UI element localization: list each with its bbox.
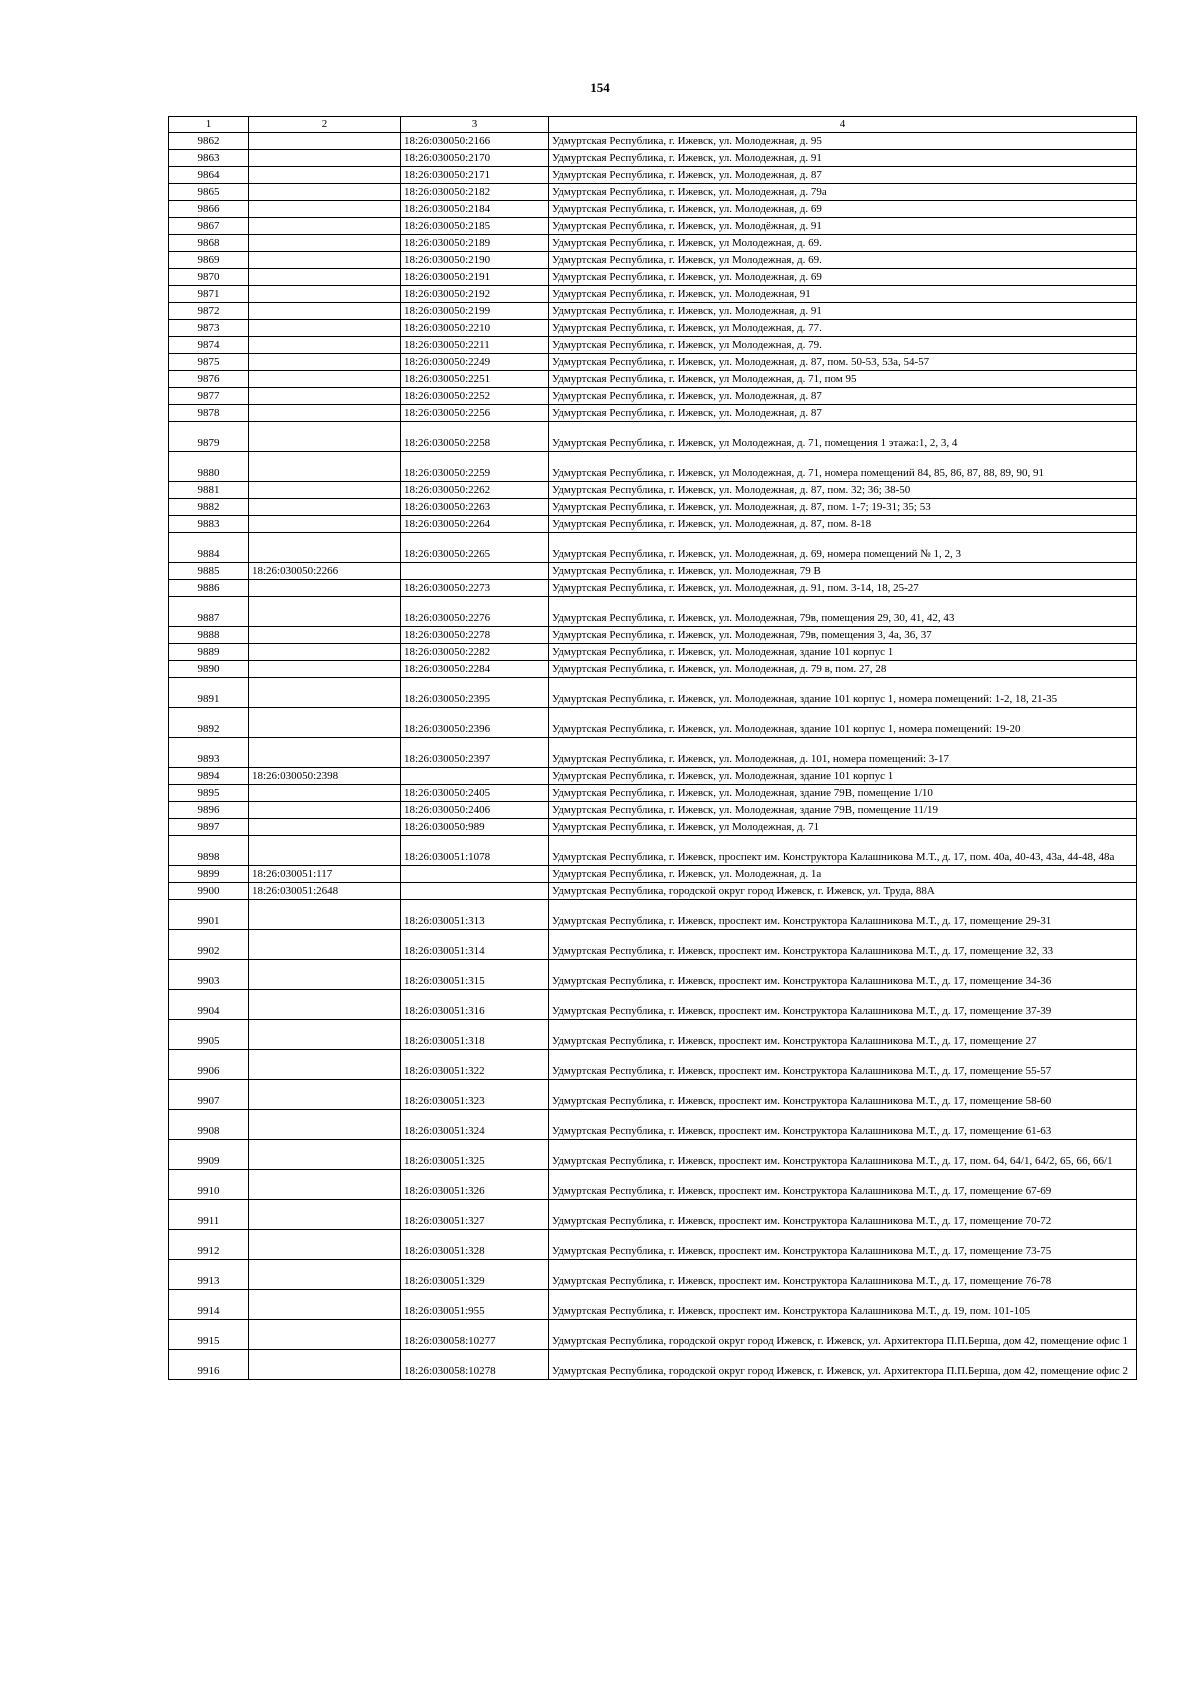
cadastral-number-cell-3: 18:26:030051:324 [401,1110,549,1140]
table-row [169,1050,1137,1080]
row-number-cell: 9904 [169,990,249,1020]
cadastral-number-cell-3: 18:26:030050:2252 [401,388,549,405]
address-cell: Удмуртская Республика, г. Ижевск, проспект им. Конструктора Калашникова М.Т., д. 17, помещение 55-57 [549,1050,1137,1080]
table-row [169,644,1137,661]
cadastral-number-cell-3: 18:26:030050:2265 [401,533,549,563]
address-cell: Удмуртская Республика, г. Ижевск, проспект им. Конструктора Калашникова М.Т., д. 17, помещение 27 [549,1020,1137,1050]
table-row [169,990,1137,1020]
table-row [169,269,1137,286]
table-row [169,303,1137,320]
table-row [169,1080,1137,1110]
table-row [169,580,1137,597]
row-number-cell: 9910 [169,1170,249,1200]
table-row [169,1290,1137,1320]
row-number-cell: 9863 [169,150,249,167]
row-number-cell: 9875 [169,354,249,371]
table-row [169,563,1137,580]
address-cell: Удмуртская Республика, г. Ижевск, ул. Молодежная, здание 101 корпус 1, номера помещений: 1-2, 18, 21-35 [549,678,1137,708]
row-number-cell: 9871 [169,286,249,303]
table-row [169,1260,1137,1290]
address-cell: Удмуртская Республика, г. Ижевск, ул. Молодежная, д. 87 [549,388,1137,405]
row-number-cell: 9911 [169,1200,249,1230]
cadastral-number-cell-3: 18:26:030050:2276 [401,597,549,627]
address-cell: Удмуртская Республика, г. Ижевск, ул. Молодежная, д. 87, пом. 32; 36; 38-50 [549,482,1137,499]
address-cell: Удмуртская Республика, г. Ижевск, ул Молодежная, д. 79. [549,337,1137,354]
table-row [169,499,1137,516]
address-cell: Удмуртская Республика, г. Ижевск, ул. Молодежная, д. 87, пом. 50-53, 53а, 54-57 [549,354,1137,371]
cadastral-number-cell-2 [249,337,401,354]
table-row [169,678,1137,708]
table-row [169,218,1137,235]
address-cell: Удмуртская Республика, г. Ижевск, ул. Молодежная, 91 [549,286,1137,303]
cadastral-number-cell-3: 18:26:030051:313 [401,900,549,930]
address-cell: Удмуртская Республика, г. Ижевск, ул. Молодежная, д. 95 [549,133,1137,150]
table-row [169,201,1137,218]
cadastral-number-cell-3: 18:26:030050:989 [401,819,549,836]
cadastral-number-cell-3: 18:26:030051:326 [401,1170,549,1200]
cadastral-number-cell-2 [249,1290,401,1320]
row-number-cell: 9908 [169,1110,249,1140]
cadastral-number-cell-3 [401,768,549,785]
table-row [169,482,1137,499]
row-number-cell: 9901 [169,900,249,930]
cadastral-number-cell-2 [249,990,401,1020]
address-cell: Удмуртская Республика, г. Ижевск, проспект им. Конструктора Калашникова М.Т., д. 17, помещение 29-31 [549,900,1137,930]
row-number-cell: 9906 [169,1050,249,1080]
cadastral-number-cell-2 [249,533,401,563]
header-col-3: 3 [401,117,549,133]
address-cell: Удмуртская Республика, г. Ижевск, проспект им. Конструктора Калашникова М.Т., д. 17, помещение 61-63 [549,1110,1137,1140]
cadastral-number-cell-2: 18:26:030051:117 [249,866,401,883]
row-number-cell: 9889 [169,644,249,661]
address-cell: Удмуртская Республика, г. Ижевск, ул. Молодежная, здание 79В, помещение 1/10 [549,785,1137,802]
cadastral-number-cell-3: 18:26:030050:2211 [401,337,549,354]
row-number-cell: 9898 [169,836,249,866]
table-row [169,627,1137,644]
address-cell: Удмуртская Республика, городской округ город Ижевск, г. Ижевск, ул. Архитектора П.П.Берша, дом 42, помещение офис 1 [549,1320,1137,1350]
cadastral-number-cell-3: 18:26:030050:2396 [401,708,549,738]
row-number-cell: 9862 [169,133,249,150]
row-number-cell: 9883 [169,516,249,533]
cadastral-number-cell-2 [249,1350,401,1380]
cadastral-number-cell-2: 18:26:030051:2648 [249,883,401,900]
address-cell: Удмуртская Республика, г. Ижевск, ул Молодежная, д. 71 [549,819,1137,836]
table-row [169,866,1137,883]
address-cell: Удмуртская Республика, г. Ижевск, ул Молодежная, д. 71, помещения 1 этажа:1, 2, 3, 4 [549,422,1137,452]
address-cell: Удмуртская Республика, г. Ижевск, ул. Молодежная, д. 87, пом. 8-18 [549,516,1137,533]
cadastral-number-cell-2 [249,802,401,819]
cadastral-number-cell-3: 18:26:030051:323 [401,1080,549,1110]
cadastral-number-cell-2 [249,320,401,337]
row-number-cell: 9896 [169,802,249,819]
cadastral-number-cell-3: 18:26:030050:2190 [401,252,549,269]
cadastral-number-cell-3: 18:26:030050:2397 [401,738,549,768]
cadastral-number-cell-3: 18:26:030050:2262 [401,482,549,499]
cadastral-number-cell-2 [249,201,401,218]
table-row [169,802,1137,819]
address-cell: Удмуртская Республика, г. Ижевск, проспект им. Конструктора Калашникова М.Т., д. 17, помещение 34-36 [549,960,1137,990]
table-body [169,133,1137,1380]
cadastral-number-cell-2 [249,422,401,452]
address-cell: Удмуртская Республика, г. Ижевск, ул Молодежная, д. 69. [549,235,1137,252]
cadastral-number-cell-2: 18:26:030050:2398 [249,768,401,785]
table-row [169,371,1137,388]
row-number-cell: 9909 [169,1140,249,1170]
row-number-cell: 9902 [169,930,249,960]
cadastral-number-cell-3: 18:26:030051:328 [401,1230,549,1260]
row-number-cell: 9865 [169,184,249,201]
row-number-cell: 9878 [169,405,249,422]
address-cell: Удмуртская Республика, г. Ижевск, ул. Молодежная, д. 101, номера помещений: 3-17 [549,738,1137,768]
cadastral-number-cell-2 [249,819,401,836]
registry-table [168,116,1137,1380]
table-row [169,1140,1137,1170]
table-row [169,1020,1137,1050]
row-number-cell: 9872 [169,303,249,320]
table-row [169,337,1137,354]
cadastral-number-cell-3: 18:26:030050:2273 [401,580,549,597]
cadastral-number-cell-3: 18:26:030051:322 [401,1050,549,1080]
cadastral-number-cell-3: 18:26:030050:2264 [401,516,549,533]
cadastral-number-cell-3: 18:26:030050:2171 [401,167,549,184]
cadastral-number-cell-3: 18:26:030050:2259 [401,452,549,482]
row-number-cell: 9903 [169,960,249,990]
table-row [169,533,1137,563]
table-row [169,836,1137,866]
address-cell: Удмуртская Республика, г. Ижевск, проспект им. Конструктора Калашникова М.Т., д. 17, помещение 32, 33 [549,930,1137,960]
row-number-cell: 9890 [169,661,249,678]
address-cell: Удмуртская Республика, г. Ижевск, ул. Молодежная, д. 69 [549,269,1137,286]
row-number-cell: 9876 [169,371,249,388]
table-row [169,422,1137,452]
table-row [169,1230,1137,1260]
table-row [169,252,1137,269]
cadastral-number-cell-2 [249,452,401,482]
address-cell: Удмуртская Республика, г. Ижевск, ул. Молодежная, здание 101 корпус 1 [549,768,1137,785]
address-cell: Удмуртская Республика, городской округ город Ижевск, г. Ижевск, ул. Архитектора П.П.Берша, дом 42, помещение офис 2 [549,1350,1137,1380]
cadastral-number-cell-3: 18:26:030050:2210 [401,320,549,337]
cadastral-number-cell-2 [249,499,401,516]
cadastral-number-cell-2 [249,627,401,644]
row-number-cell: 9866 [169,201,249,218]
cadastral-number-cell-2 [249,900,401,930]
table-row [169,1200,1137,1230]
cadastral-number-cell-3: 18:26:030050:2251 [401,371,549,388]
row-number-cell: 9893 [169,738,249,768]
cadastral-number-cell-2 [249,235,401,252]
row-number-cell: 9907 [169,1080,249,1110]
table-row [169,184,1137,201]
address-cell: Удмуртская Республика, г. Ижевск, ул. Молодежная, д. 79 в, пом. 27, 28 [549,661,1137,678]
address-cell: Удмуртская Республика, г. Ижевск, ул. Молодежная, д. 87 [549,167,1137,184]
cadastral-number-cell-3: 18:26:030050:2405 [401,785,549,802]
cadastral-number-cell-2 [249,252,401,269]
address-cell: Удмуртская Республика, г. Ижевск, проспект им. Конструктора Калашникова М.Т., д. 17, пом. 64, 64/1, 64/2, 65, 66, 66/1 [549,1140,1137,1170]
header-col-4: 4 [549,117,1137,133]
cadastral-number-cell-2 [249,738,401,768]
table-row [169,738,1137,768]
cadastral-number-cell-2 [249,597,401,627]
address-cell: Удмуртская Республика, г. Ижевск, проспект им. Конструктора Калашникова М.Т., д. 17, помещение 67-69 [549,1170,1137,1200]
cadastral-number-cell-2 [249,1050,401,1080]
cadastral-number-cell-3: 18:26:030050:2263 [401,499,549,516]
cadastral-number-cell-3 [401,563,549,580]
row-number-cell: 9874 [169,337,249,354]
cadastral-number-cell-3: 18:26:030051:329 [401,1260,549,1290]
address-cell: Удмуртская Республика, г. Ижевск, ул. Молодежная, д. 79а [549,184,1137,201]
row-number-cell: 9891 [169,678,249,708]
cadastral-number-cell-2 [249,836,401,866]
table-row [169,354,1137,371]
address-cell: Удмуртская Республика, г. Ижевск, ул. Молодежная, здание 101 корпус 1, номера помещений: 19-20 [549,708,1137,738]
cadastral-number-cell-3 [401,866,549,883]
cadastral-number-cell-2 [249,708,401,738]
cadastral-number-cell-3: 18:26:030050:2192 [401,286,549,303]
address-cell: Удмуртская Республика, г. Ижевск, ул Молодежная, д. 71, номера помещений 84, 85, 86, 87, 88, 89, 90, 91 [549,452,1137,482]
cadastral-number-cell-2 [249,1200,401,1230]
cadastral-number-cell-3: 18:26:030050:2278 [401,627,549,644]
cadastral-number-cell-2 [249,388,401,405]
row-number-cell: 9869 [169,252,249,269]
cadastral-number-cell-2 [249,133,401,150]
table-row [169,930,1137,960]
page-number: 154 [590,80,610,95]
cadastral-number-cell-2 [249,785,401,802]
address-cell: Удмуртская Республика, г. Ижевск, ул Молодежная, д. 69. [549,252,1137,269]
table-row [169,452,1137,482]
address-cell: Удмуртская Республика, г. Ижевск, ул Молодежная, д. 77. [549,320,1137,337]
header-row [169,117,1137,133]
cadastral-number-cell-2 [249,516,401,533]
address-cell: Удмуртская Республика, г. Ижевск, ул. Молодежная, здание 101 корпус 1 [549,644,1137,661]
address-cell: Удмуртская Республика, г. Ижевск, ул. Молодежная, д. 91, пом. 3-14, 18, 25-27 [549,580,1137,597]
row-number-cell: 9867 [169,218,249,235]
cadastral-number-cell-3: 18:26:030050:2184 [401,201,549,218]
row-number-cell: 9881 [169,482,249,499]
cadastral-number-cell-2 [249,269,401,286]
cadastral-number-cell-2 [249,644,401,661]
row-number-cell: 9887 [169,597,249,627]
cadastral-number-cell-3: 18:26:030051:316 [401,990,549,1020]
cadastral-number-cell-2 [249,930,401,960]
table-row [169,597,1137,627]
table-row [169,1170,1137,1200]
cadastral-number-cell-3: 18:26:030050:2258 [401,422,549,452]
cadastral-number-cell-2 [249,1230,401,1260]
cadastral-number-cell-2 [249,1080,401,1110]
address-cell: Удмуртская Республика, г. Ижевск, проспект им. Конструктора Калашникова М.Т., д. 17, помещение 58-60 [549,1080,1137,1110]
cadastral-number-cell-3: 18:26:030051:314 [401,930,549,960]
cadastral-number-cell-2 [249,678,401,708]
row-number-cell: 9916 [169,1350,249,1380]
cadastral-number-cell-2 [249,150,401,167]
address-cell: Удмуртская Республика, г. Ижевск, ул. Молодежная, д. 91 [549,150,1137,167]
cadastral-number-cell-3: 18:26:030050:2185 [401,218,549,235]
header-col-2: 2 [249,117,401,133]
table-row [169,960,1137,990]
cadastral-number-cell-3: 18:26:030050:2284 [401,661,549,678]
cadastral-number-cell-2 [249,167,401,184]
row-number-cell: 9912 [169,1230,249,1260]
row-number-cell: 9892 [169,708,249,738]
cadastral-number-cell-3: 18:26:030050:2170 [401,150,549,167]
cadastral-number-cell-2 [249,661,401,678]
cadastral-number-cell-2 [249,1320,401,1350]
cadastral-number-cell-3: 18:26:030050:2282 [401,644,549,661]
cadastral-number-cell-3: 18:26:030050:2256 [401,405,549,422]
table-row [169,661,1137,678]
cadastral-number-cell-2 [249,960,401,990]
address-cell: Удмуртская Республика, городской округ город Ижевск, г. Ижевск, ул. Труда, 88А [549,883,1137,900]
cadastral-number-cell-2: 18:26:030050:2266 [249,563,401,580]
address-cell: Удмуртская Республика, г. Ижевск, проспект им. Конструктора Калашникова М.Т., д. 17, помещение 76-78 [549,1260,1137,1290]
table-row [169,768,1137,785]
table-row [169,286,1137,303]
table-row [169,708,1137,738]
cadastral-number-cell-3: 18:26:030051:327 [401,1200,549,1230]
cadastral-number-cell-3: 18:26:030058:10277 [401,1320,549,1350]
row-number-cell: 9880 [169,452,249,482]
address-cell: Удмуртская Республика, г. Ижевск, проспект им. Конструктора Калашникова М.Т., д. 17, помещение 70-72 [549,1200,1137,1230]
table-row [169,167,1137,184]
cadastral-number-cell-3: 18:26:030051:318 [401,1020,549,1050]
row-number-cell: 9914 [169,1290,249,1320]
cadastral-number-cell-3 [401,883,549,900]
table-row [169,785,1137,802]
cadastral-number-cell-2 [249,580,401,597]
row-number-cell: 9885 [169,563,249,580]
row-number-cell: 9870 [169,269,249,286]
address-cell: Удмуртская Республика, г. Ижевск, проспект им. Конструктора Калашникова М.Т., д. 17, помещение 37-39 [549,990,1137,1020]
cadastral-number-cell-2 [249,218,401,235]
row-number-cell: 9894 [169,768,249,785]
address-cell: Удмуртская Республика, г. Ижевск, ул. Молодежная, 79 В [549,563,1137,580]
address-cell: Удмуртская Республика, г. Ижевск, проспект им. Конструктора Калашникова М.Т., д. 17, помещение 73-75 [549,1230,1137,1260]
cadastral-number-cell-3: 18:26:030050:2191 [401,269,549,286]
table-row [169,900,1137,930]
row-number-cell: 9882 [169,499,249,516]
row-number-cell: 9913 [169,1260,249,1290]
table-row [169,1110,1137,1140]
cadastral-number-cell-3: 18:26:030051:315 [401,960,549,990]
row-number-cell: 9873 [169,320,249,337]
cadastral-number-cell-2 [249,1020,401,1050]
table-row [169,235,1137,252]
address-cell: Удмуртская Республика, г. Ижевск, ул. Молодежная, д. 69 [549,201,1137,218]
cadastral-number-cell-2 [249,1140,401,1170]
address-cell: Удмуртская Республика, г. Ижевск, ул. Молодежная, д. 91 [549,303,1137,320]
table-row [169,819,1137,836]
cadastral-number-cell-3: 18:26:030050:2395 [401,678,549,708]
row-number-cell: 9868 [169,235,249,252]
table-row [169,405,1137,422]
address-cell: Удмуртская Республика, г. Ижевск, ул. Молодежная, д. 69, номера помещений № 1, 2, 3 [549,533,1137,563]
cadastral-number-cell-2 [249,286,401,303]
cadastral-number-cell-2 [249,184,401,201]
address-cell: Удмуртская Республика, г. Ижевск, ул. Молодежная, 79в, помещения 3, 4а, 36, 37 [549,627,1137,644]
cadastral-number-cell-3: 18:26:030050:2182 [401,184,549,201]
cadastral-number-cell-3: 18:26:030050:2249 [401,354,549,371]
table-row [169,1320,1137,1350]
row-number-cell: 9897 [169,819,249,836]
table-row [169,150,1137,167]
cadastral-number-cell-3: 18:26:030050:2199 [401,303,549,320]
cadastral-number-cell-3: 18:26:030050:2189 [401,235,549,252]
row-number-cell: 9900 [169,883,249,900]
address-cell: Удмуртская Республика, г. Ижевск, проспект им. Конструктора Калашникова М.Т., д. 17, пом. 40а, 40-43, 43а, 44-48, 48а [549,836,1137,866]
table-row [169,516,1137,533]
cadastral-number-cell-3: 18:26:030050:2406 [401,802,549,819]
address-cell: Удмуртская Республика, г. Ижевск, ул. Молодежная, д. 1а [549,866,1137,883]
cadastral-number-cell-2 [249,482,401,499]
cadastral-number-cell-2 [249,371,401,388]
row-number-cell: 9884 [169,533,249,563]
row-number-cell: 9905 [169,1020,249,1050]
address-cell: Удмуртская Республика, г. Ижевск, ул. Молодежная, 79в, помещения 29, 30, 41, 42, 43 [549,597,1137,627]
table-row [169,388,1137,405]
row-number-cell: 9888 [169,627,249,644]
row-number-cell: 9886 [169,580,249,597]
row-number-cell: 9864 [169,167,249,184]
table-header [169,117,1137,133]
table-row [169,883,1137,900]
table-row [169,133,1137,150]
cadastral-number-cell-2 [249,354,401,371]
table-row [169,1350,1137,1380]
cadastral-number-cell-2 [249,1110,401,1140]
cadastral-number-cell-2 [249,405,401,422]
row-number-cell: 9895 [169,785,249,802]
cadastral-number-cell-3: 18:26:030051:1078 [401,836,549,866]
row-number-cell: 9899 [169,866,249,883]
cadastral-number-cell-2 [249,303,401,320]
address-cell: Удмуртская Республика, г. Ижевск, ул. Молодежная, д. 87, пом. 1-7; 19-31; 35; 53 [549,499,1137,516]
cadastral-number-cell-3: 18:26:030051:325 [401,1140,549,1170]
header-col-1: 1 [169,117,249,133]
cadastral-number-cell-3: 18:26:030050:2166 [401,133,549,150]
cadastral-number-cell-3: 18:26:030051:955 [401,1290,549,1320]
cadastral-number-cell-2 [249,1170,401,1200]
address-cell: Удмуртская Республика, г. Ижевск, ул. Молодежная, д. 87 [549,405,1137,422]
address-cell: Удмуртская Республика, г. Ижевск, проспект им. Конструктора Калашникова М.Т., д. 19, пом. 101-105 [549,1290,1137,1320]
row-number-cell: 9877 [169,388,249,405]
address-cell: Удмуртская Республика, г. Ижевск, ул. Молодёжная, д. 91 [549,218,1137,235]
address-cell: Удмуртская Республика, г. Ижевск, ул Молодежная, д. 71, пом 95 [549,371,1137,388]
row-number-cell: 9879 [169,422,249,452]
address-cell: Удмуртская Республика, г. Ижевск, ул. Молодежная, здание 79В, помещение 11/19 [549,802,1137,819]
table-row [169,320,1137,337]
cadastral-number-cell-3: 18:26:030058:10278 [401,1350,549,1380]
cadastral-number-cell-2 [249,1260,401,1290]
row-number-cell: 9915 [169,1320,249,1350]
